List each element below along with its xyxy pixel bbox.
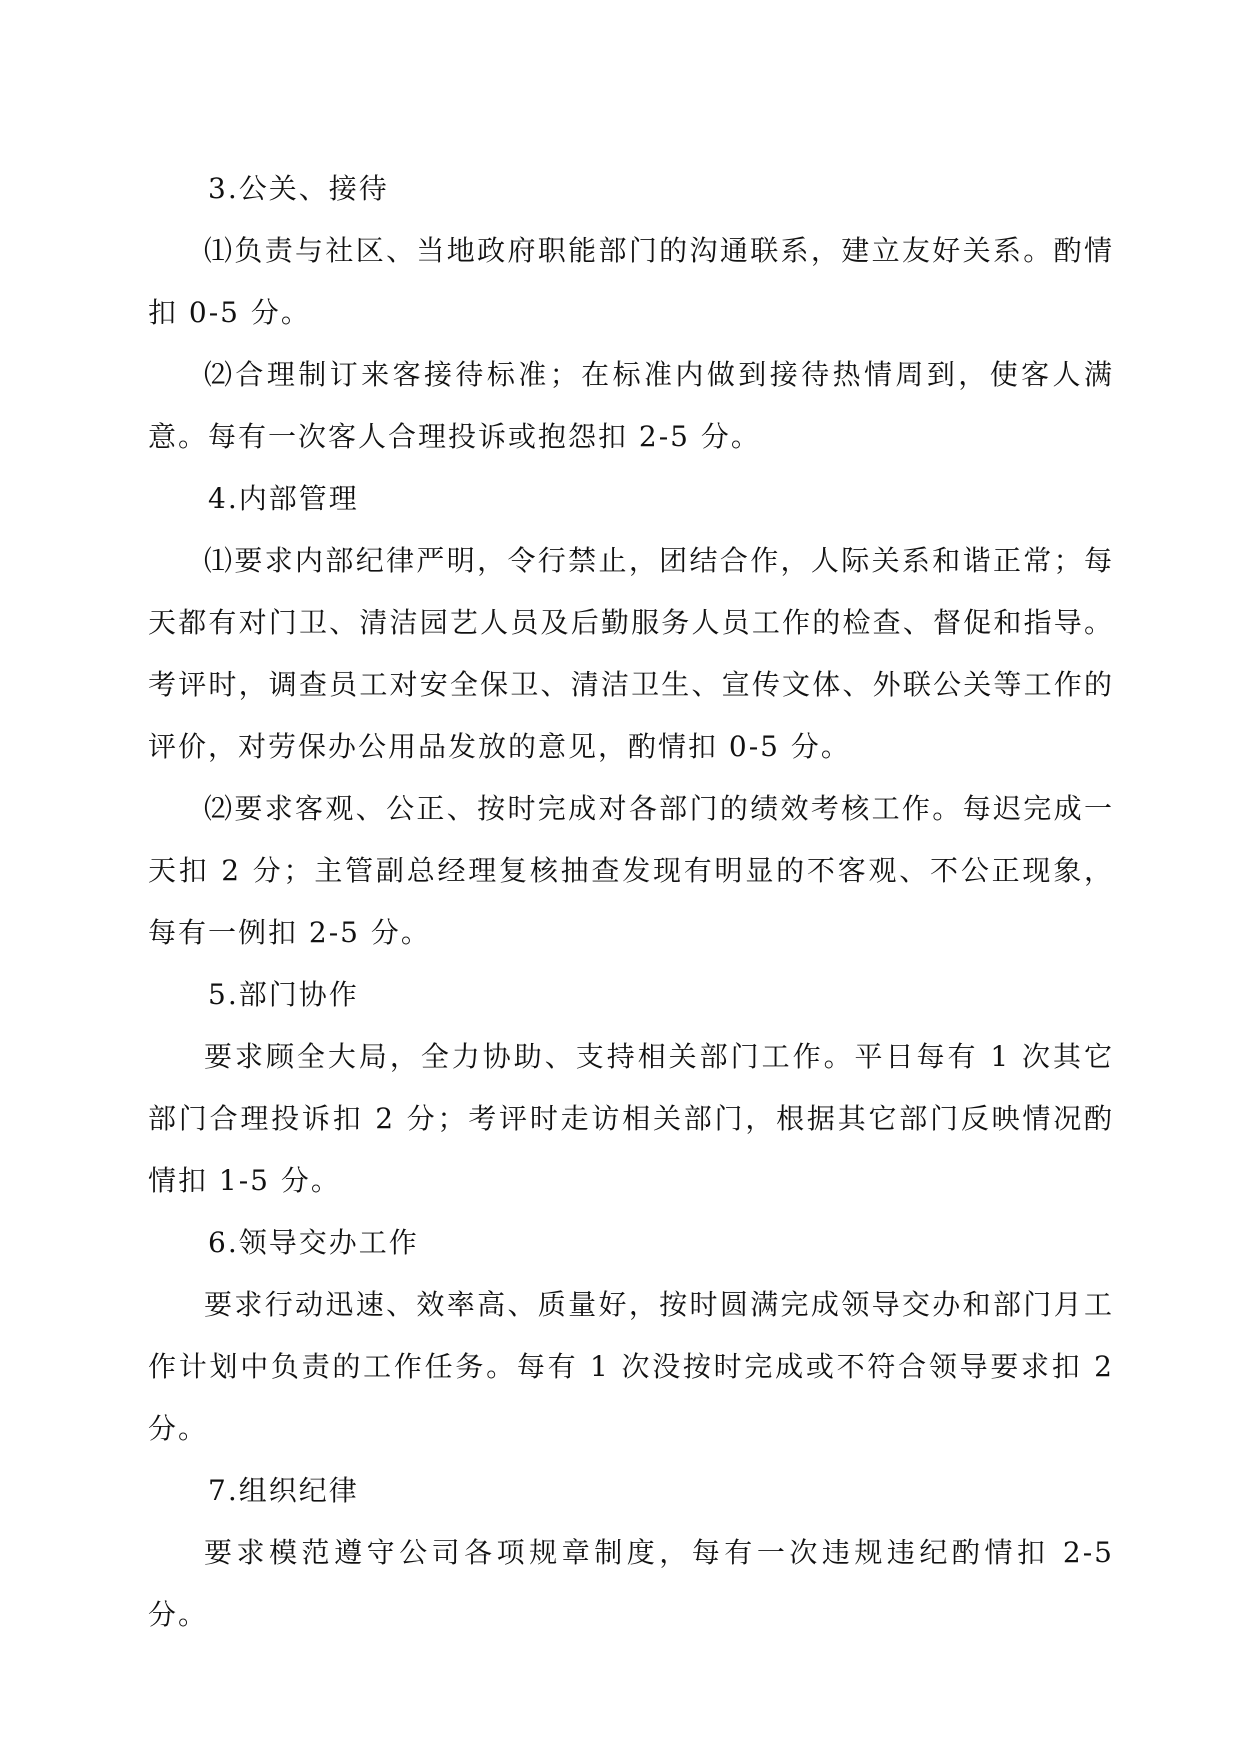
paragraph: ⑵合理制订来客接待标准；在标准内做到接待热情周到，使客人满意。每有一次客人合理投诉或抱怨扣 2-5 分。 [148,358,1114,453]
paragraph: 要求模范遵守公司各项规章制度，每有一次违规违纪酌情扣 2-5 分。 [148,1536,1114,1631]
section-heading: 4.内部管理 [208,482,359,515]
paragraph: 要求顾全大局，全力协助、支持相关部门工作。平日每有 1 次其它部门合理投诉扣 2 分；考评时走访相关部门，根据其它部门反映情况酌情扣 1-5 分。 [148,1040,1114,1197]
document-page [148,158,1114,1646]
paragraph: ⑴负责与社区、当地政府职能部门的沟通联系，建立友好关系。酌情扣 0-5 分。 [148,234,1114,329]
paragraph: ⑵要求客观、公正、按时完成对各部门的绩效考核工作。每迟完成一天扣 2 分；主管副总经理复核抽查发现有明显的不客观、不公正现象，每有一例扣 2-5 分。 [148,792,1114,949]
section-heading: 3.公关、接待 [208,172,389,205]
paragraph: 要求行动迅速、效率高、质量好，按时圆满完成领导交办和部门月工作计划中负责的工作任务。每有 1 次没按时完成或不符合领导要求扣 2 分。 [148,1288,1114,1445]
section-heading: 7.组织纪律 [208,1474,359,1507]
section-heading: 6.领导交办工作 [208,1226,419,1259]
paragraph: ⑴要求内部纪律严明，令行禁止，团结合作，人际关系和谐正常；每天都有对门卫、清洁园艺人员及后勤服务人员工作的检查、督促和指导。考评时，调查员工对安全保卫、清洁卫生、宣传文体、外联公关等工作的评价，对劳保办公用品发放的意见，酌情扣 0-5 分。 [148,544,1114,763]
section-heading: 5.部门协作 [208,978,359,1011]
